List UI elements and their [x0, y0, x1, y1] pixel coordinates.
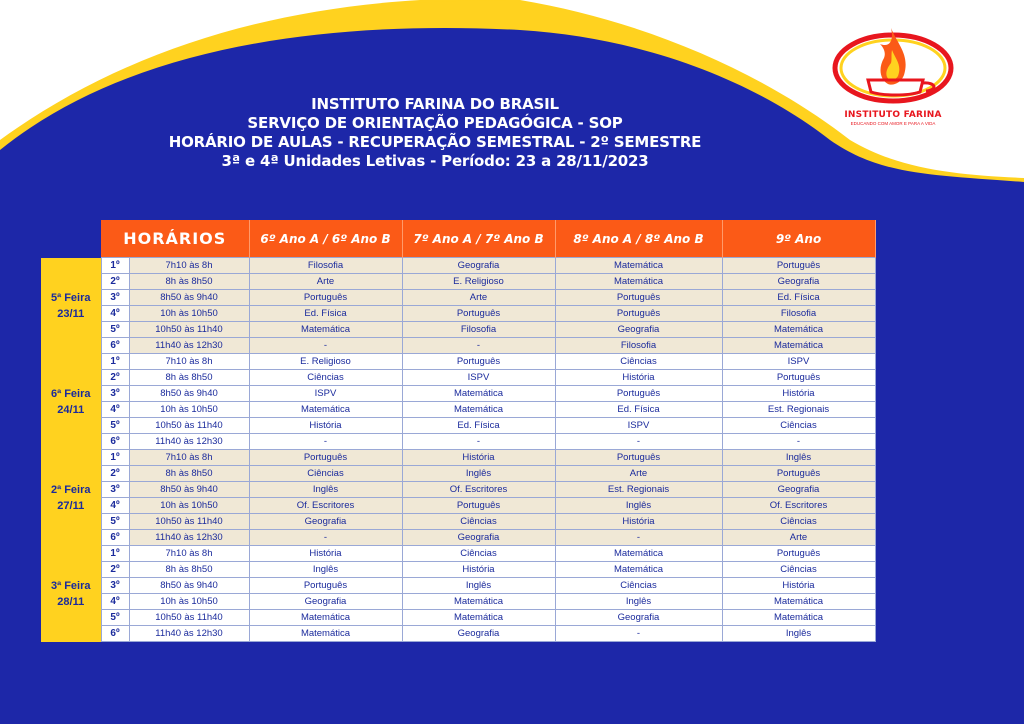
table-row	[41, 402, 875, 418]
schedule-title: HORÁRIO DE AULAS - RECUPERAÇÃO SEMESTRAL - 2º SEMESTRE	[168, 133, 702, 151]
subject-cell: Geografia	[555, 322, 722, 338]
subject-cell: Matemática	[722, 594, 875, 610]
subject-cell: Português	[402, 498, 555, 514]
slot-time: 8h50 às 9h40	[129, 290, 249, 306]
table-row	[41, 306, 875, 322]
logo-icon	[828, 20, 958, 110]
subject-cell: Matemática	[555, 274, 722, 290]
subject-cell: História	[555, 514, 722, 530]
day-date: 28/11	[57, 595, 85, 608]
subject-cell: Geografia	[249, 594, 402, 610]
day-name: 3ª Feira	[50, 579, 91, 592]
subject-cell: Matemática	[722, 610, 875, 626]
subject-cell: -	[722, 434, 875, 450]
day-cell	[41, 354, 101, 450]
table-row	[41, 434, 875, 450]
subject-cell: Ciências	[555, 354, 722, 370]
subject-cell: Geografia	[402, 258, 555, 274]
slot-time: 8h às 8h50	[129, 466, 249, 482]
subject-cell: E. Religioso	[249, 354, 402, 370]
table-row	[41, 514, 875, 530]
table-header-row	[41, 220, 875, 258]
subject-cell: Português	[249, 578, 402, 594]
subject-cell: Português	[722, 466, 875, 482]
header-6ano: 6º Ano A / 6º Ano B	[249, 220, 402, 258]
slot-order: 5º	[101, 418, 129, 434]
subject-cell: E. Religioso	[402, 274, 555, 290]
table-row	[41, 370, 875, 386]
slot-time: 11h40 às 12h30	[129, 434, 249, 450]
table-row	[41, 418, 875, 434]
slot-time: 10h às 10h50	[129, 402, 249, 418]
subject-cell: Inglês	[249, 482, 402, 498]
table-row	[41, 626, 875, 642]
subject-cell: Arte	[402, 290, 555, 306]
slot-order: 6º	[101, 434, 129, 450]
slot-time: 10h50 às 11h40	[129, 514, 249, 530]
subject-cell: História	[249, 546, 402, 562]
slot-time: 11h40 às 12h30	[129, 338, 249, 354]
subject-cell: Português	[249, 450, 402, 466]
slot-time: 7h10 às 8h	[129, 354, 249, 370]
table-row	[41, 258, 875, 274]
subject-cell: Est. Regionais	[722, 402, 875, 418]
subject-cell: Geografia	[249, 514, 402, 530]
table-row	[41, 274, 875, 290]
subject-cell: Português	[555, 386, 722, 402]
subject-cell: Filosofia	[722, 306, 875, 322]
day-date: 23/11	[57, 307, 85, 320]
day-name: 5ª Feira	[50, 291, 91, 304]
subject-cell: Português	[555, 306, 722, 322]
subject-cell: Matemática	[249, 626, 402, 642]
subject-cell: ISPV	[402, 370, 555, 386]
logo	[828, 20, 958, 132]
slot-time: 10h50 às 11h40	[129, 418, 249, 434]
slot-order: 5º	[101, 610, 129, 626]
subject-cell: História	[555, 370, 722, 386]
subject-cell: -	[402, 338, 555, 354]
subject-cell: Matemática	[402, 402, 555, 418]
subject-cell: Ciências	[555, 578, 722, 594]
subject-cell: Of. Escritores	[722, 498, 875, 514]
subject-cell: Geografia	[722, 482, 875, 498]
day-cell	[41, 258, 101, 354]
subject-cell: Ciências	[722, 562, 875, 578]
subject-cell: Matemática	[722, 338, 875, 354]
subject-cell: Filosofia	[249, 258, 402, 274]
subject-cell: -	[555, 530, 722, 546]
subject-cell: Matemática	[555, 546, 722, 562]
slot-time: 10h50 às 11h40	[129, 610, 249, 626]
subject-cell: Arte	[555, 466, 722, 482]
table-row	[41, 530, 875, 546]
subject-cell: História	[249, 418, 402, 434]
subject-cell: Of. Escritores	[402, 482, 555, 498]
slot-order: 3º	[101, 578, 129, 594]
subject-cell: Inglês	[249, 562, 402, 578]
subject-cell: Ciências	[249, 370, 402, 386]
subject-cell: Ciências	[722, 418, 875, 434]
subject-cell: Est. Regionais	[555, 482, 722, 498]
subject-cell: Inglês	[555, 594, 722, 610]
day-name: 6ª Feira	[50, 387, 91, 400]
subject-cell: Inglês	[722, 626, 875, 642]
table-row	[41, 322, 875, 338]
table-row	[41, 594, 875, 610]
table-row	[41, 498, 875, 514]
schedule-body	[41, 258, 875, 642]
subject-cell: História	[722, 386, 875, 402]
slot-time: 8h50 às 9h40	[129, 578, 249, 594]
subject-cell: Inglês	[402, 466, 555, 482]
subject-cell: Ciências	[402, 514, 555, 530]
slot-order: 5º	[101, 322, 129, 338]
subject-cell: Ed. Física	[249, 306, 402, 322]
service-title: SERVIÇO DE ORIENTAÇÃO PEDAGÓGICA - SOP	[247, 114, 623, 132]
header-8ano: 8º Ano A / 8º Ano B	[555, 220, 722, 258]
subject-cell: Português	[722, 258, 875, 274]
subject-cell: Matemática	[402, 610, 555, 626]
subject-cell: Ciências	[249, 466, 402, 482]
subject-cell: Geografia	[402, 530, 555, 546]
slot-order: 4º	[101, 402, 129, 418]
slot-time: 8h50 às 9h40	[129, 386, 249, 402]
day-cell	[41, 450, 101, 546]
subject-cell: Matemática	[249, 402, 402, 418]
logo-tagline: EDUCANDO COM AMOR E PARA A VIDA	[850, 121, 936, 126]
subject-cell: Português	[722, 370, 875, 386]
subject-cell: -	[249, 338, 402, 354]
subject-cell: Geografia	[555, 610, 722, 626]
subject-cell: História	[402, 562, 555, 578]
subject-cell: Ed. Física	[555, 402, 722, 418]
subject-cell: ISPV	[722, 354, 875, 370]
slot-order: 1º	[101, 546, 129, 562]
slot-order: 1º	[101, 354, 129, 370]
slot-order: 6º	[101, 338, 129, 354]
subject-cell: Matemática	[249, 610, 402, 626]
slot-order: 1º	[101, 450, 129, 466]
table-row	[41, 578, 875, 594]
subject-cell: Português	[555, 290, 722, 306]
subject-cell: História	[722, 578, 875, 594]
slot-time: 10h50 às 11h40	[129, 322, 249, 338]
subject-cell: História	[402, 450, 555, 466]
table-row	[41, 482, 875, 498]
slot-order: 5º	[101, 514, 129, 530]
subject-cell: -	[555, 434, 722, 450]
slot-order: 3º	[101, 386, 129, 402]
subject-cell: Ed. Física	[722, 290, 875, 306]
subject-cell: Geografia	[402, 626, 555, 642]
header-horarios: HORÁRIOS	[101, 220, 249, 258]
subject-cell: ISPV	[249, 386, 402, 402]
table-row	[41, 354, 875, 370]
subject-cell: Ciências	[402, 546, 555, 562]
slot-time: 7h10 às 8h	[129, 546, 249, 562]
subject-cell: Of. Escritores	[249, 498, 402, 514]
period-title: 3ª e 4ª Unidades Letivas - Período: 23 a 28/11/2023	[221, 152, 649, 170]
slot-order: 2º	[101, 274, 129, 290]
subject-cell: Matemática	[555, 562, 722, 578]
subject-cell: Arte	[249, 274, 402, 290]
slot-order: 4º	[101, 498, 129, 514]
subject-cell: Ciências	[722, 514, 875, 530]
table-row	[41, 450, 875, 466]
slot-time: 8h às 8h50	[129, 370, 249, 386]
subject-cell: -	[555, 626, 722, 642]
subject-cell: Filosofia	[555, 338, 722, 354]
subject-cell: Inglês	[402, 578, 555, 594]
subject-cell: Matemática	[555, 258, 722, 274]
slot-time: 7h10 às 8h	[129, 258, 249, 274]
slot-time: 10h às 10h50	[129, 498, 249, 514]
slot-time: 8h50 às 9h40	[129, 482, 249, 498]
slot-time: 10h às 10h50	[129, 306, 249, 322]
slot-time: 7h10 às 8h	[129, 450, 249, 466]
institution-title: INSTITUTO FARINA DO BRASIL	[311, 95, 559, 113]
subject-cell: ISPV	[555, 418, 722, 434]
subject-cell: Filosofia	[402, 322, 555, 338]
day-name: 2ª Feira	[50, 483, 91, 496]
subject-cell: Matemática	[722, 322, 875, 338]
slot-time: 11h40 às 12h30	[129, 530, 249, 546]
slot-order: 4º	[101, 594, 129, 610]
subject-cell: -	[249, 434, 402, 450]
subject-cell: Matemática	[402, 594, 555, 610]
subject-cell: Matemática	[249, 322, 402, 338]
slot-time: 11h40 às 12h30	[129, 626, 249, 642]
header-7ano: 7º Ano A / 7º Ano B	[402, 220, 555, 258]
slot-order: 2º	[101, 562, 129, 578]
slot-time: 8h às 8h50	[129, 562, 249, 578]
subject-cell: Português	[722, 546, 875, 562]
table-row	[41, 562, 875, 578]
slot-time: 8h às 8h50	[129, 274, 249, 290]
subject-cell: Geografia	[722, 274, 875, 290]
slot-order: 6º	[101, 626, 129, 642]
slot-order: 1º	[101, 258, 129, 274]
subject-cell: Ed. Física	[402, 418, 555, 434]
header-blank	[41, 220, 101, 258]
slot-order: 3º	[101, 482, 129, 498]
slot-order: 4º	[101, 306, 129, 322]
header-9ano: 9º Ano	[722, 220, 875, 258]
subject-cell: Arte	[722, 530, 875, 546]
subject-cell: Inglês	[722, 450, 875, 466]
subject-cell: Matemática	[402, 386, 555, 402]
table-row	[41, 338, 875, 354]
subject-cell: Português	[402, 306, 555, 322]
subject-cell: -	[402, 434, 555, 450]
slot-order: 2º	[101, 466, 129, 482]
table-row	[41, 290, 875, 306]
slot-order: 2º	[101, 370, 129, 386]
logo-name: INSTITUTO FARINA	[844, 110, 942, 120]
table-row	[41, 386, 875, 402]
subject-cell: Inglês	[555, 498, 722, 514]
table-row	[41, 610, 875, 626]
subject-cell: Português	[402, 354, 555, 370]
subject-cell: -	[249, 530, 402, 546]
document-header	[0, 95, 870, 171]
table-row	[41, 546, 875, 562]
day-date: 27/11	[57, 499, 85, 512]
day-date: 24/11	[57, 403, 85, 416]
subject-cell: Português	[555, 450, 722, 466]
slot-order: 3º	[101, 290, 129, 306]
schedule-table	[41, 220, 876, 642]
table-row	[41, 466, 875, 482]
slot-order: 6º	[101, 530, 129, 546]
slot-time: 10h às 10h50	[129, 594, 249, 610]
day-cell	[41, 546, 101, 642]
subject-cell: Português	[249, 290, 402, 306]
